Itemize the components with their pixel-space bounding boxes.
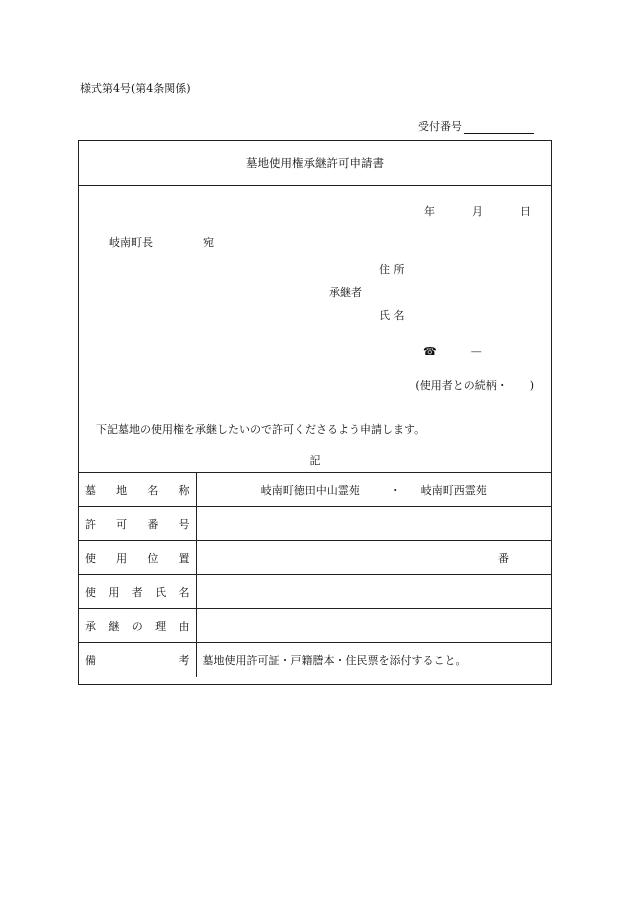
application-statement: 下記墓地の使用権を承継したいので許可くださるよう申請します。 (96, 423, 426, 436)
row-label: 使 用 者 氏 名 (79, 575, 196, 609)
row-label: 墓 地 名 称 (79, 473, 196, 507)
remarks-value: 墓地使用許可証・戸籍謄本・住民票を添付すること。 (196, 643, 551, 677)
location-field[interactable]: 番 (196, 541, 551, 575)
table-row (79, 609, 551, 643)
table-row (79, 541, 551, 575)
table-row (79, 507, 551, 541)
reception-number (418, 118, 534, 134)
form-title: 墓地使用権承継許可申請書 (79, 141, 551, 186)
user-name-field[interactable] (196, 575, 551, 609)
phone-dash: — (470, 345, 482, 358)
date-month-label: 月 (472, 205, 483, 218)
form-number: 様式第4号(第4条関係) (80, 82, 191, 95)
addressee (109, 234, 214, 250)
date-day-label: 日 (520, 205, 531, 218)
ki-heading: 記 (309, 454, 321, 467)
date-line[interactable] (424, 203, 531, 219)
row-label: 備 考 (79, 643, 196, 677)
items-table (79, 472, 551, 677)
phone-icon: ☎ (423, 345, 437, 358)
table-row (79, 473, 551, 507)
applicant-role: 承継者 (329, 286, 362, 299)
permit-number-field[interactable] (196, 507, 551, 541)
cemetery-name-value[interactable]: 岐南町徳田中山霊苑 ・ 岐南町西霊苑 (196, 473, 551, 507)
applicant-block (329, 261, 529, 321)
addressee-name: 岐南町長 (109, 236, 153, 249)
row-label: 使 用 位 置 (79, 541, 196, 575)
application-form-frame (78, 140, 552, 685)
table-row (79, 643, 551, 677)
table-row (79, 575, 551, 609)
reception-number-line[interactable] (464, 123, 534, 134)
row-label: 承 継 の 理 由 (79, 609, 196, 643)
succession-reason-field[interactable] (196, 609, 551, 643)
date-year-label: 年 (424, 205, 435, 218)
reception-label: 受付番号 (418, 120, 462, 133)
name-label: 氏 名 (379, 309, 405, 322)
row-label: 許 可 番 号 (79, 507, 196, 541)
relation-to-user[interactable]: (使用者との続柄・ ) (415, 379, 534, 392)
address-label: 住 所 (379, 263, 405, 276)
addressee-suffix: 宛 (203, 236, 214, 249)
phone-line[interactable] (423, 345, 482, 358)
